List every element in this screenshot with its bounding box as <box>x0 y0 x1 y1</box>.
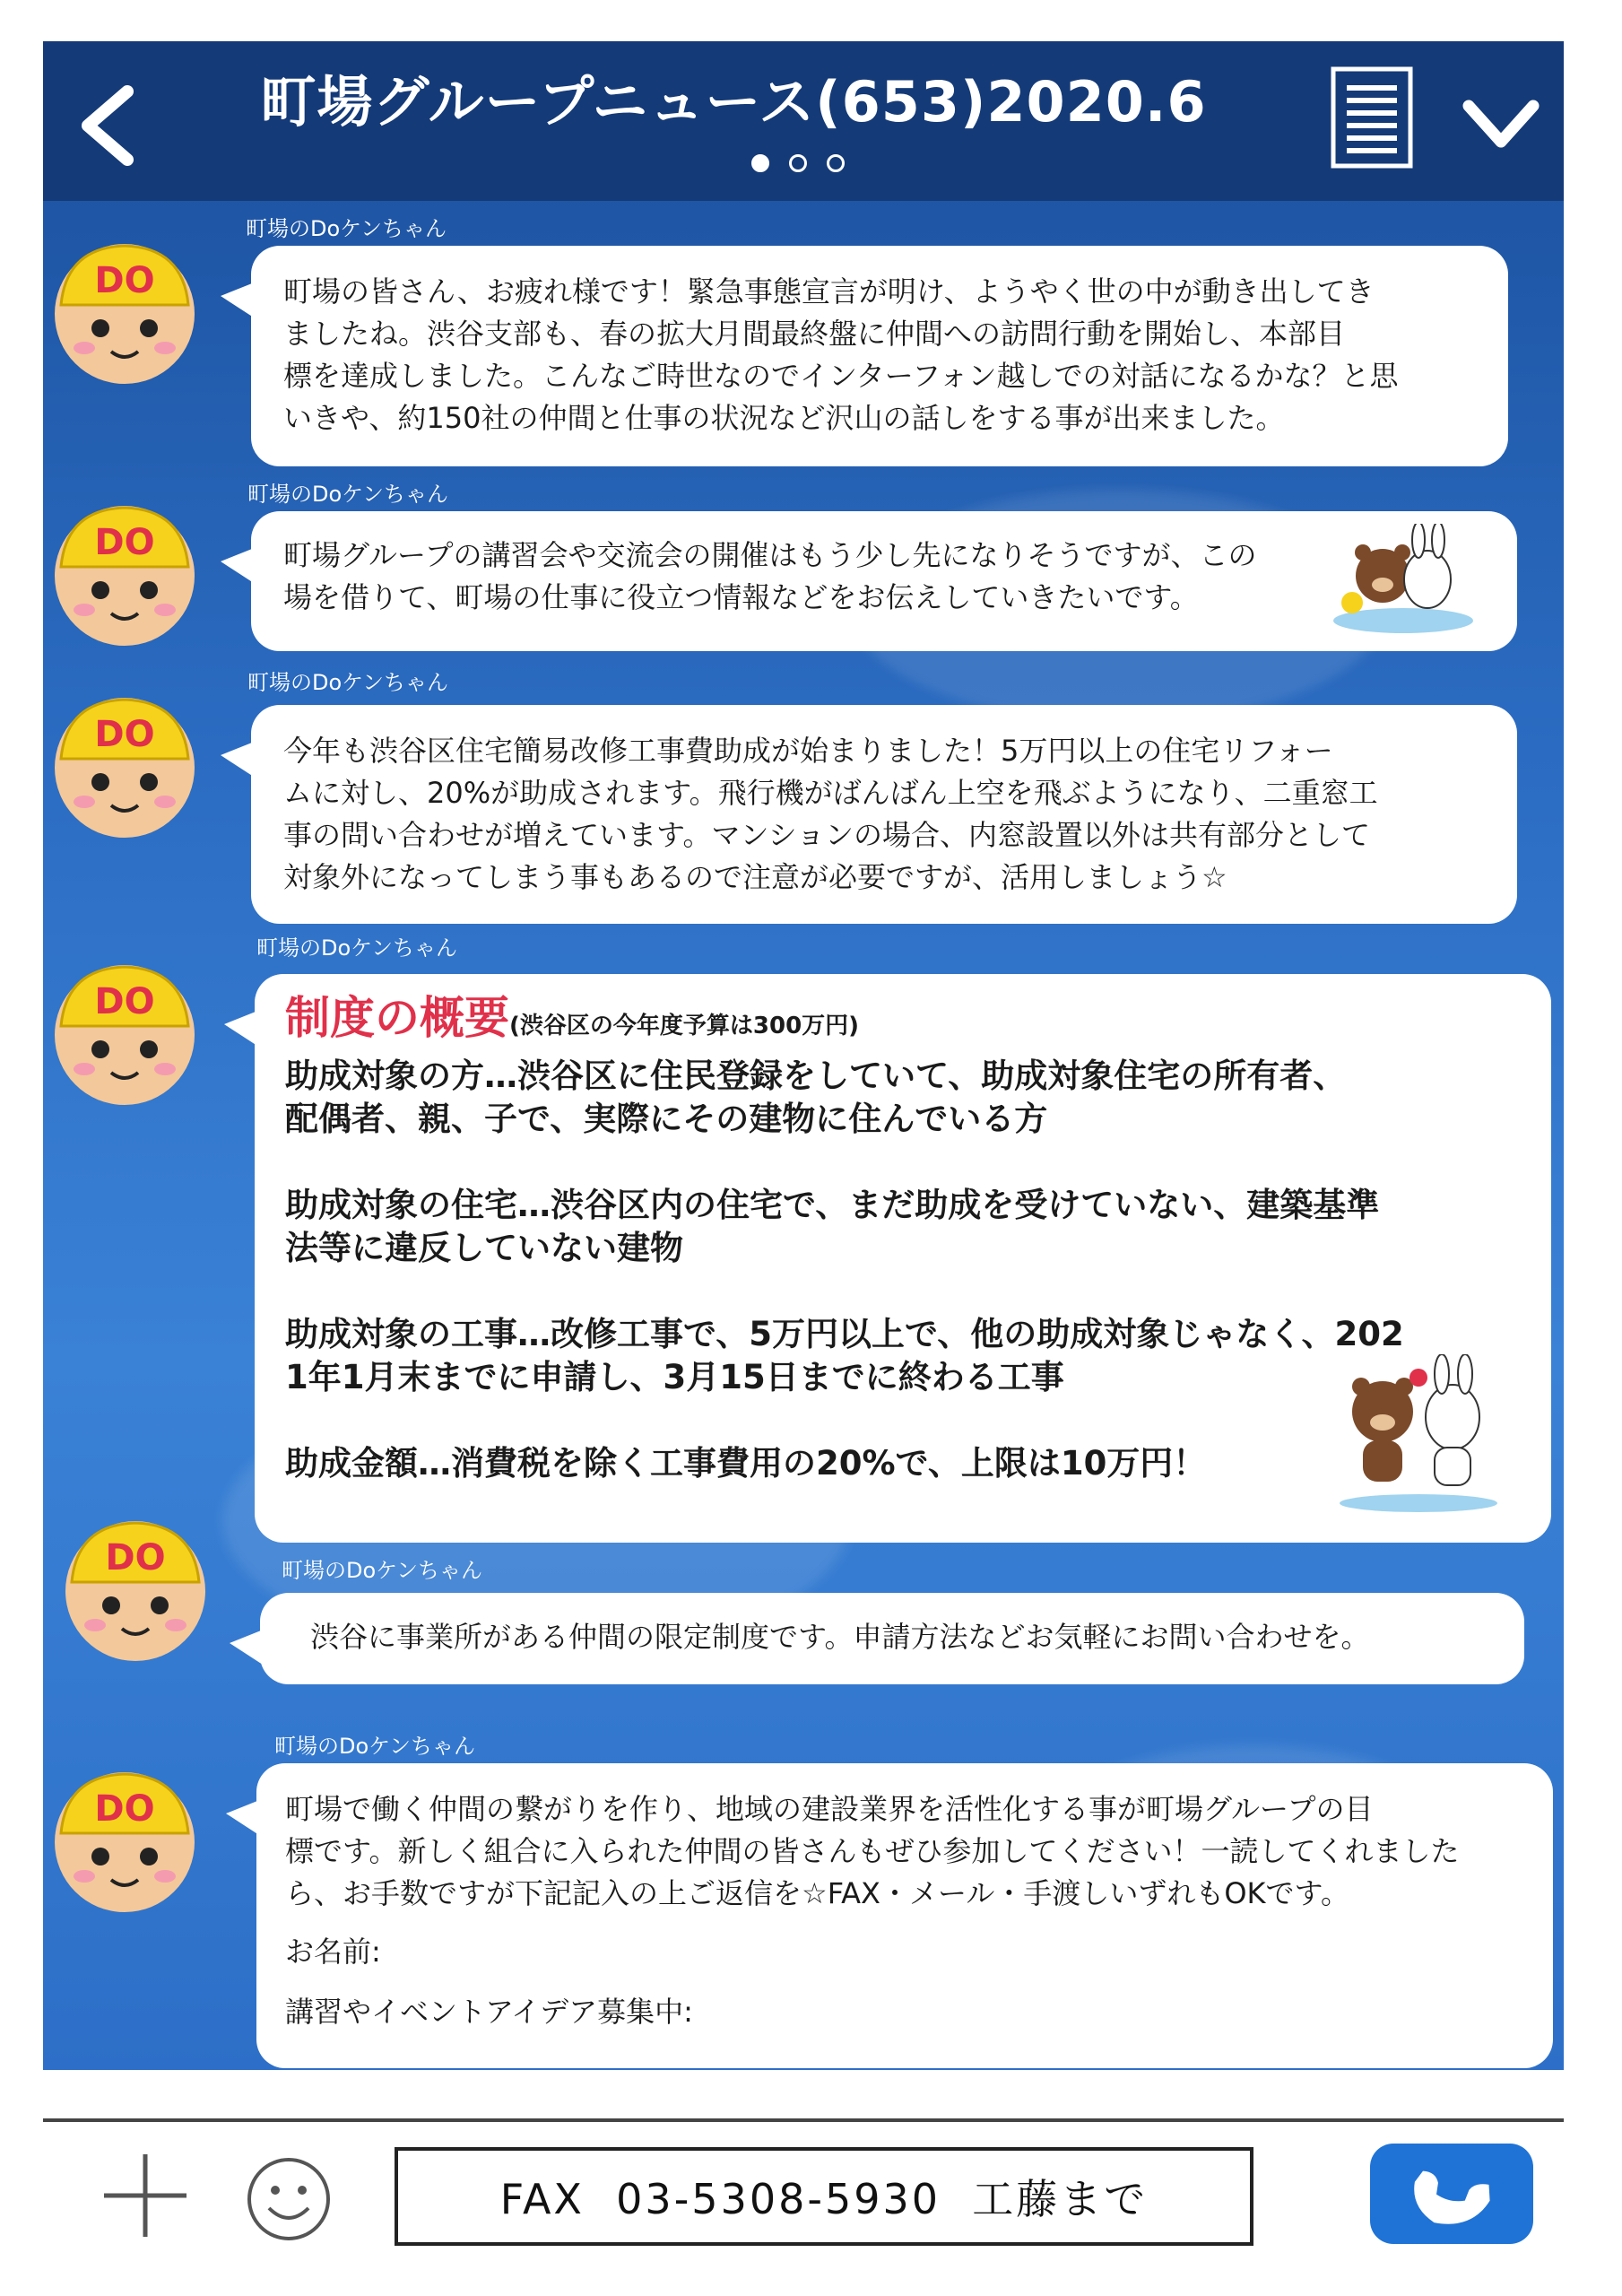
svg-text:DO: DO <box>94 714 155 755</box>
plus-icon[interactable] <box>100 2151 190 2240</box>
menu-list-icon[interactable] <box>1331 66 1413 169</box>
message-text: 渋谷に事業所がある仲間の限定制度です。申請方法などお気軽にお問い合わせを。 <box>310 1620 1370 1654</box>
chevron-down-icon[interactable] <box>1462 97 1540 151</box>
chat-background <box>43 41 1564 2070</box>
sender-name: 町場のDoケンちゃん <box>256 935 457 961</box>
chat-header <box>43 41 1564 201</box>
svg-text:DO: DO <box>94 981 155 1022</box>
page-dot[interactable] <box>789 154 807 172</box>
page-title: 町場グループニュース(653)2020.6 <box>260 69 1207 135</box>
avatar-doken-icon[interactable] <box>48 497 201 649</box>
fax-number-text: FAX 03-5308-5930 工藤まで <box>499 2175 1149 2223</box>
fax-number-field[interactable] <box>395 2147 1253 2246</box>
message-text: 助成対象の方…渋谷区に住民登録をしていて、助成対象住宅の所有者、 配偶者、親、子で、実際にその建物に住んでいる方 助成対象の住宅…渋谷区内の住宅で、まだ助成を受けていない、建築基準 法等に違反していない建物 助成対象の工事…改修工事で、5万円以上で、他の助成対象じゃなく、202 1年1月末までに申請し、3月15日までに終わる工事 助成金額…消費税を除く工事費用の20%で、上限は10万円！ <box>285 1057 1404 1483</box>
message-bubble <box>260 1593 1524 1684</box>
input-bar <box>43 2118 1564 2257</box>
summary-heading-title: 制度の概要 <box>285 992 509 1044</box>
svg-text:DO: DO <box>94 260 155 301</box>
message-text: 町場グループの講習会や交流会の開催はもう少し先になりそうですが、この 場を借りて、町場の仕事に役立つ情報などをお伝えしていきたいです。 <box>283 538 1257 614</box>
svg-text:DO: DO <box>105 1537 166 1578</box>
summary-heading-note: (渋谷区の今年度予算は300万円) <box>509 1013 860 1039</box>
message-bubble <box>251 511 1517 651</box>
avatar-doken-icon[interactable] <box>59 1512 212 1665</box>
svg-text:DO: DO <box>94 1788 155 1830</box>
summary-heading <box>285 992 1521 1055</box>
bear-rabbit-sticker-icon <box>1327 524 1479 635</box>
call-button[interactable] <box>1370 2144 1533 2244</box>
sender-name: 町場のDoケンちゃん <box>247 482 448 507</box>
phone-icon <box>1370 2144 1533 2244</box>
avatar-doken-icon[interactable] <box>48 1763 201 1916</box>
avatar-doken-icon[interactable] <box>48 956 201 1109</box>
message-bubble <box>251 705 1517 924</box>
message-bubble <box>251 246 1508 466</box>
sender-name: 町場のDoケンちゃん <box>246 216 447 241</box>
message-bubble-system-summary <box>255 974 1551 1543</box>
page-dot[interactable] <box>827 154 845 172</box>
avatar-doken-icon[interactable] <box>48 235 201 387</box>
message-text: 町場で働く仲間の繋がりを作り、地域の建設業界を活性化する事が町場グループの目 標です。新しく組合に入られた仲間の皆さんもぜひ参加してください！一読してくれました ら、お手数ですが下記記入の上ご返信を☆FAX・メール・手渡しいずれもOKです。 <box>285 1792 1460 1910</box>
avatar-doken-icon[interactable] <box>48 689 201 841</box>
name-field-label[interactable]: お名前: <box>285 1935 381 1969</box>
page-dot-active[interactable] <box>751 154 769 172</box>
emoji-smile-icon[interactable] <box>244 2154 334 2244</box>
sender-name: 町場のDoケンちゃん <box>274 1734 475 1759</box>
sender-name: 町場のDoケンちゃん <box>282 1558 482 1583</box>
idea-field-label[interactable]: 講習やイベントアイデア募集中: <box>285 1995 693 2029</box>
sender-name: 町場のDoケンちゃん <box>247 670 448 695</box>
back-arrow-icon[interactable] <box>74 84 145 167</box>
message-text: 今年も渋谷区住宅簡易改修工事費助成が始まりました！5万円以上の住宅リフォー ムに対し、20%が助成されます。飛行機がばんばん上空を飛ぶようになり、二重窓工 事の問い合わせが増えています。マンションの場合、内窓設置以外は共有部分として 対象外になってしまう事もあるので注意が必要ですが、活用しましょう☆ <box>283 734 1378 894</box>
message-bubble-reply-form <box>256 1763 1553 2068</box>
bear-rabbit-jump-sticker-icon <box>1331 1354 1506 1516</box>
svg-text:DO: DO <box>94 522 155 563</box>
message-text: 町場の皆さん、お疲れ様です！緊急事態宣言が明け、ようやく世の中が動き出してき ましたね。渋谷支部も、春の拡大月間最終盤に仲間への訪問行動を開始し、本部目 標を達成しました。こんなご時世なのでインターフォン越しでの対話になるかな？と思 いきや、約150社の仲間と仕事の状況など沢山の話しをする事が出来ました。 <box>283 274 1399 435</box>
page-indicator <box>751 154 845 172</box>
